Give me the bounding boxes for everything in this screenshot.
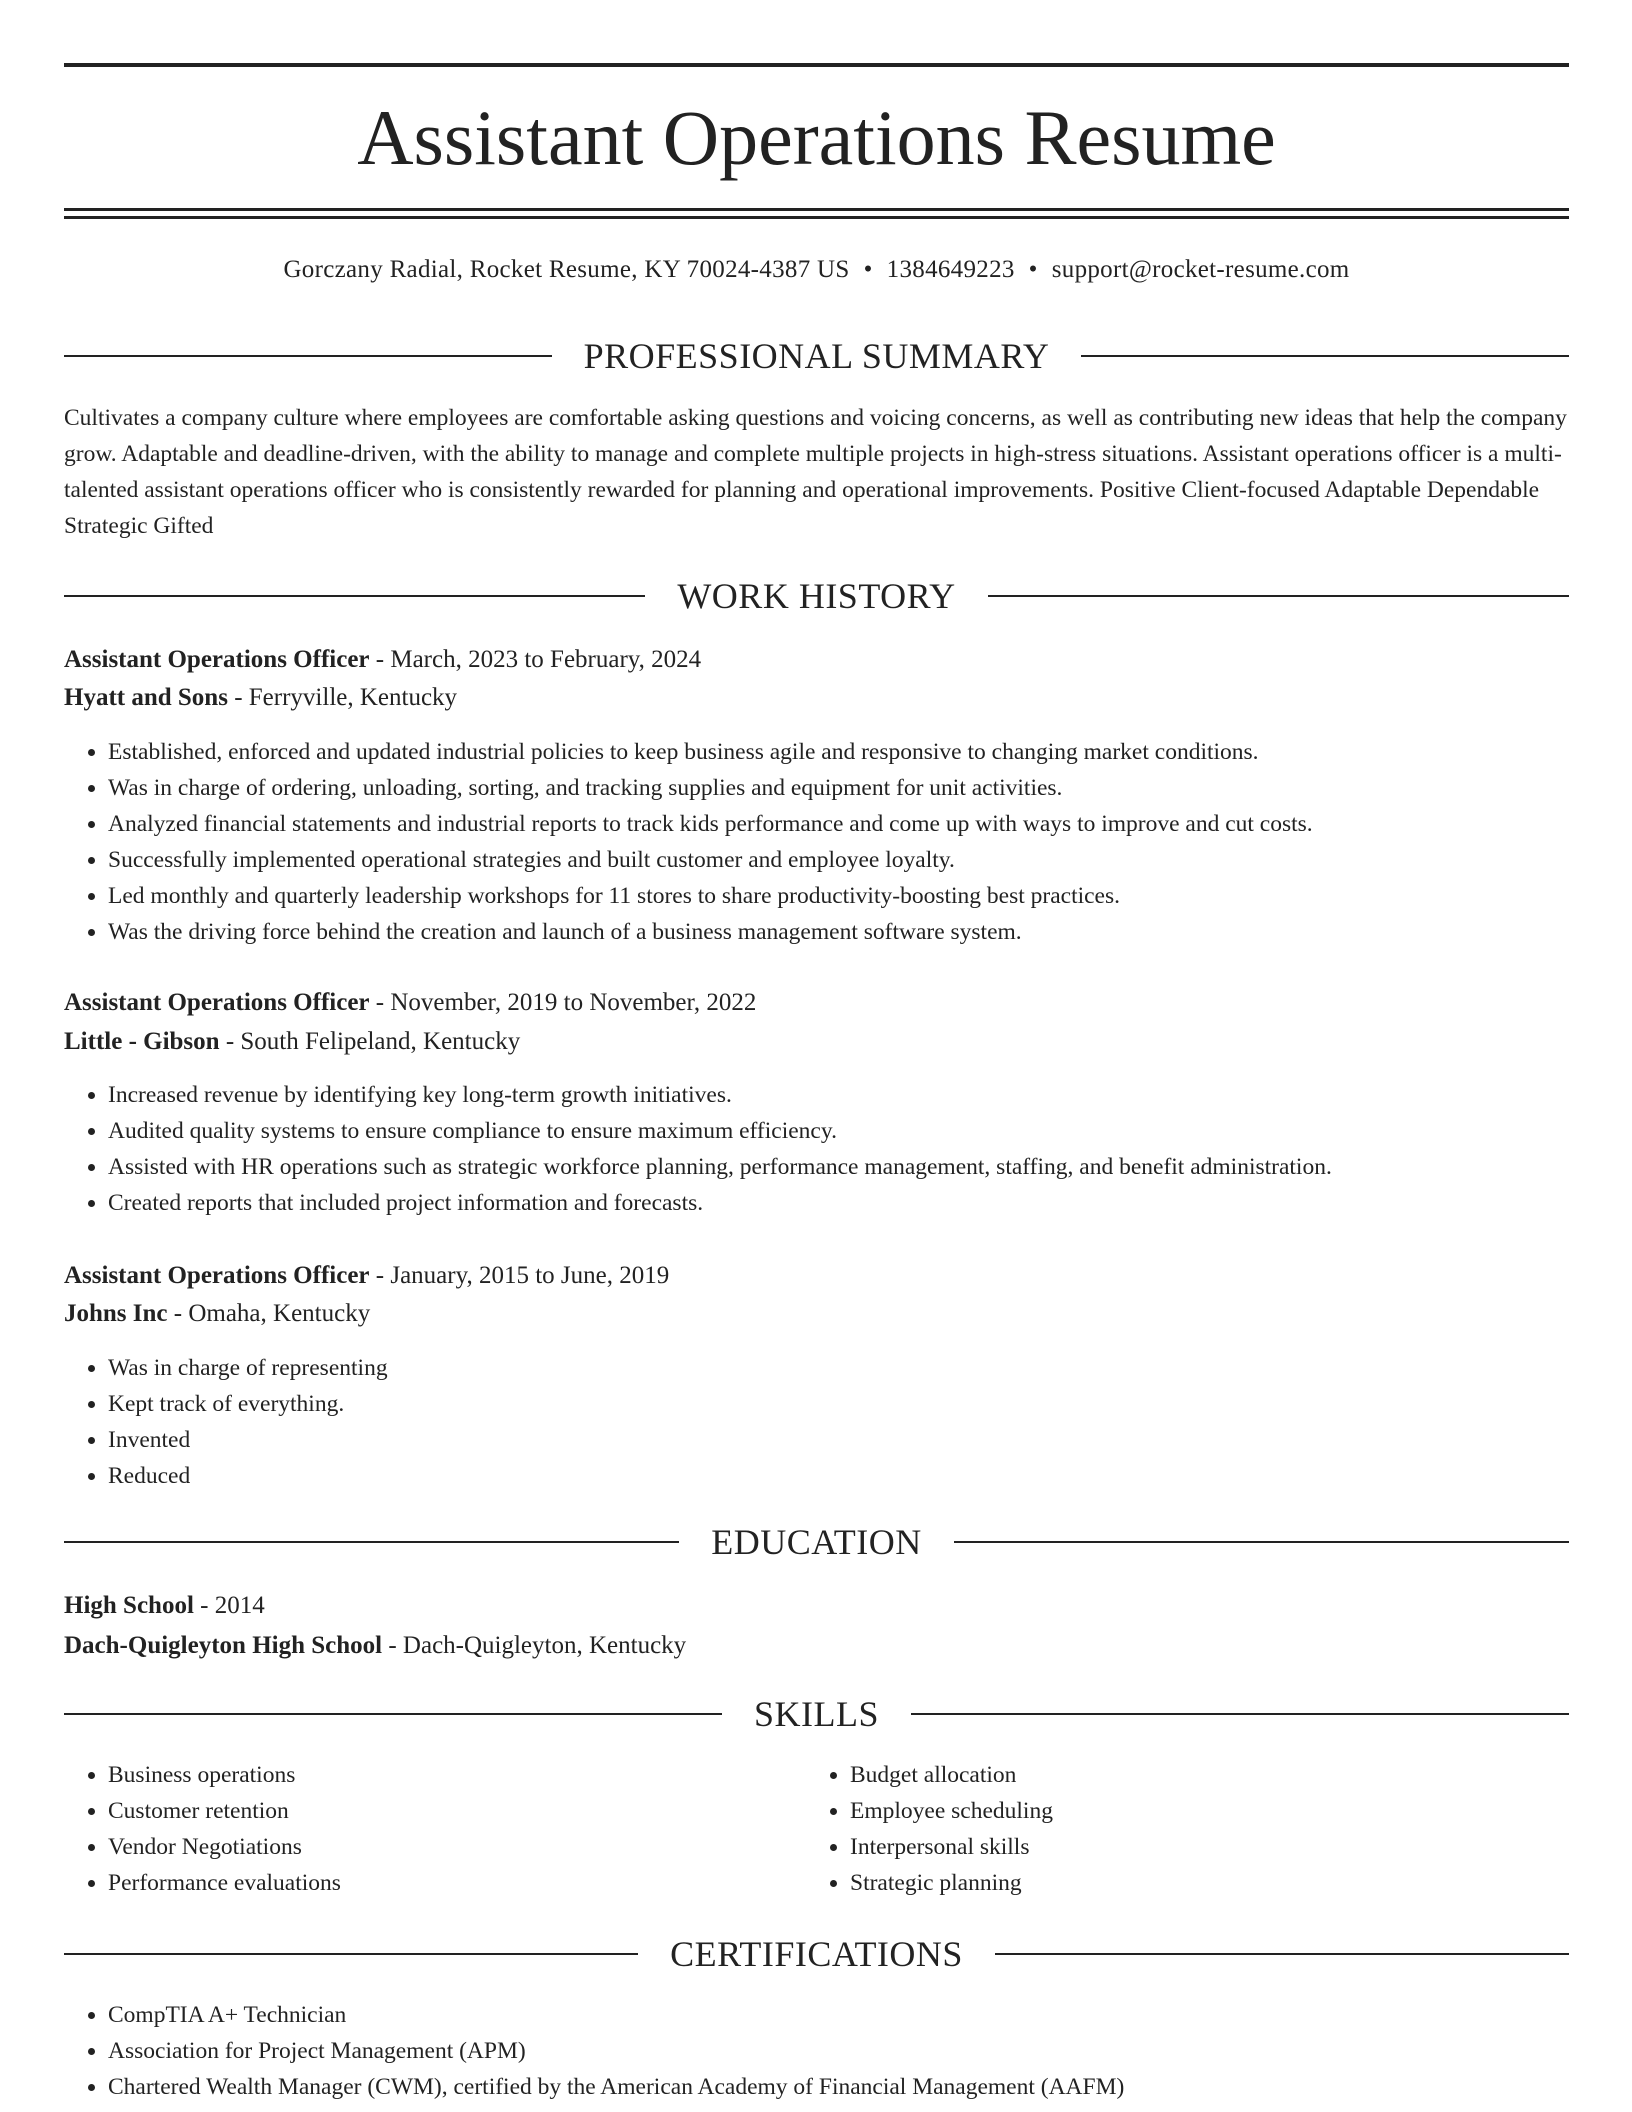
job-company-line bbox=[64, 1025, 520, 1059]
contact-separator: • bbox=[1028, 256, 1038, 283]
heading-rule bbox=[1081, 355, 1569, 357]
education-year: - 2014 bbox=[193, 1592, 265, 1619]
heading-rule bbox=[995, 1953, 1569, 1955]
list-item: • Successfully implemented operational strategies and built customer and employee loyalty. bbox=[108, 842, 1313, 878]
contact-phone: 1384649223 bbox=[886, 256, 1015, 283]
title-rule-lower bbox=[64, 216, 1569, 219]
job-title-line bbox=[64, 643, 701, 677]
list-item: • Interpersonal skills bbox=[850, 1829, 1053, 1865]
education-school-line bbox=[64, 1629, 686, 1663]
contact-address: Gorczany Radial, Rocket Resume, KY 70024-4387 US bbox=[283, 256, 850, 283]
list-item: • Chartered Wealth Manager (CWM), certified by the American Academy of Financial Management (AAFM) bbox=[108, 2069, 1124, 2105]
section-title: WORK HISTORY bbox=[677, 576, 956, 616]
skills-list-right bbox=[806, 1757, 1053, 1901]
list-item: • Led monthly and quarterly leadership workshops for 11 stores to share productivity-boosting best practices. bbox=[108, 878, 1313, 914]
job-title-line bbox=[64, 1259, 669, 1293]
heading-rule bbox=[988, 595, 1569, 597]
job-location: - South Felipeland, Kentucky bbox=[219, 1028, 521, 1055]
list-item: • Audited quality systems to ensure compliance to ensure maximum efficiency. bbox=[108, 1113, 1332, 1149]
list-item: • Performance evaluations bbox=[108, 1865, 341, 1901]
section-title: CERTIFICATIONS bbox=[670, 1934, 963, 1974]
list-item: • Kept track of everything. bbox=[108, 1386, 388, 1422]
heading-rule bbox=[64, 1541, 679, 1543]
job-bullets bbox=[64, 734, 1313, 950]
section-heading-certifications bbox=[64, 1932, 1569, 1976]
job-title: Assistant Operations Officer bbox=[64, 989, 370, 1016]
skills-list-left bbox=[64, 1757, 341, 1901]
heading-rule bbox=[911, 1713, 1569, 1715]
list-item: • Was in charge of representing bbox=[108, 1350, 388, 1386]
job-company-line bbox=[64, 681, 457, 715]
contact-email: support@rocket-resume.com bbox=[1051, 256, 1350, 283]
job-dates: - March, 2023 to February, 2024 bbox=[369, 646, 702, 673]
section-heading-summary bbox=[64, 334, 1569, 378]
job-company: Johns Inc bbox=[64, 1300, 168, 1327]
section-heading-work bbox=[64, 574, 1569, 618]
job-bullets bbox=[64, 1350, 388, 1494]
education-degree: High School bbox=[64, 1592, 194, 1619]
list-item: • Established, enforced and updated industrial policies to keep business agile and responsive to changing market conditions. bbox=[108, 734, 1313, 770]
list-item: • Analyzed financial statements and industrial reports to track kids performance and come up with ways to improve and cut costs. bbox=[108, 806, 1313, 842]
job-location: - Ferryville, Kentucky bbox=[227, 684, 458, 711]
education-location: - Dach-Quigleyton, Kentucky bbox=[382, 1632, 687, 1659]
list-item: • CompTIA A+ Technician bbox=[108, 1997, 1124, 2033]
list-item: • Increased revenue by identifying key long-term growth initiatives. bbox=[108, 1077, 1332, 1113]
section-heading-education bbox=[64, 1520, 1569, 1564]
summary-text: Cultivates a company culture where employees are comfortable asking questions and voicing concerns, as well as contributing new ideas that help the company grow. Adaptable and deadline-driven, with the ability to manage and complete multiple projects in high-stress situations. Assistant operations officer is a multi-talented assistant operations officer who is consistently rewarded for planning and operational improvements. Positive Client-focused Adaptable Dependable Strategic Gifted bbox=[64, 405, 1567, 539]
education-degree-line bbox=[64, 1589, 265, 1623]
section-title: SKILLS bbox=[754, 1694, 880, 1734]
job-company: Hyatt and Sons bbox=[64, 684, 228, 711]
list-item: • Vendor Negotiations bbox=[108, 1829, 341, 1865]
list-item: • Business operations bbox=[108, 1757, 341, 1793]
page-title: Assistant Operations Resume bbox=[357, 94, 1276, 181]
list-item: • Assisted with HR operations such as strategic workforce planning, performance management, staffing, and benefit administration. bbox=[108, 1149, 1332, 1185]
top-rule bbox=[64, 63, 1569, 67]
heading-rule bbox=[64, 1713, 722, 1715]
list-item: • Customer retention bbox=[108, 1793, 341, 1829]
section-title: EDUCATION bbox=[711, 1522, 922, 1562]
section-title: PROFESSIONAL SUMMARY bbox=[583, 336, 1050, 376]
job-title: Assistant Operations Officer bbox=[64, 1262, 370, 1289]
heading-rule bbox=[64, 1953, 638, 1955]
section-heading-skills bbox=[64, 1692, 1569, 1736]
list-item: • Invented bbox=[108, 1422, 388, 1458]
education-school: Dach-Quigleyton High School bbox=[64, 1632, 383, 1659]
list-item: • Budget allocation bbox=[850, 1757, 1053, 1793]
list-item: • Strategic planning bbox=[850, 1865, 1053, 1901]
heading-rule bbox=[64, 595, 645, 597]
job-title: Assistant Operations Officer bbox=[64, 646, 370, 673]
contact-separator: • bbox=[863, 256, 873, 283]
heading-rule bbox=[64, 355, 552, 357]
list-item: • Employee scheduling bbox=[850, 1793, 1053, 1829]
list-item: • Was in charge of ordering, unloading, sorting, and tracking supplies and equipment for unit activities. bbox=[108, 770, 1313, 806]
job-company: Little - Gibson bbox=[64, 1028, 220, 1055]
list-item: • Created reports that included project information and forecasts. bbox=[108, 1185, 1332, 1221]
list-item: • Reduced bbox=[108, 1458, 388, 1494]
certifications-list bbox=[64, 1997, 1124, 2105]
job-location: - Omaha, Kentucky bbox=[167, 1300, 371, 1327]
job-company-line bbox=[64, 1297, 370, 1331]
heading-rule bbox=[954, 1541, 1569, 1543]
job-title-line bbox=[64, 986, 756, 1020]
job-bullets bbox=[64, 1077, 1332, 1221]
list-item: • Was the driving force behind the creation and launch of a business management software system. bbox=[108, 914, 1313, 950]
job-dates: - November, 2019 to November, 2022 bbox=[369, 989, 757, 1016]
list-item: • Association for Project Management (APM) bbox=[108, 2033, 1124, 2069]
job-dates: - January, 2015 to June, 2019 bbox=[369, 1262, 670, 1289]
title-rule-upper bbox=[64, 208, 1569, 211]
contact-line bbox=[64, 253, 1569, 287]
